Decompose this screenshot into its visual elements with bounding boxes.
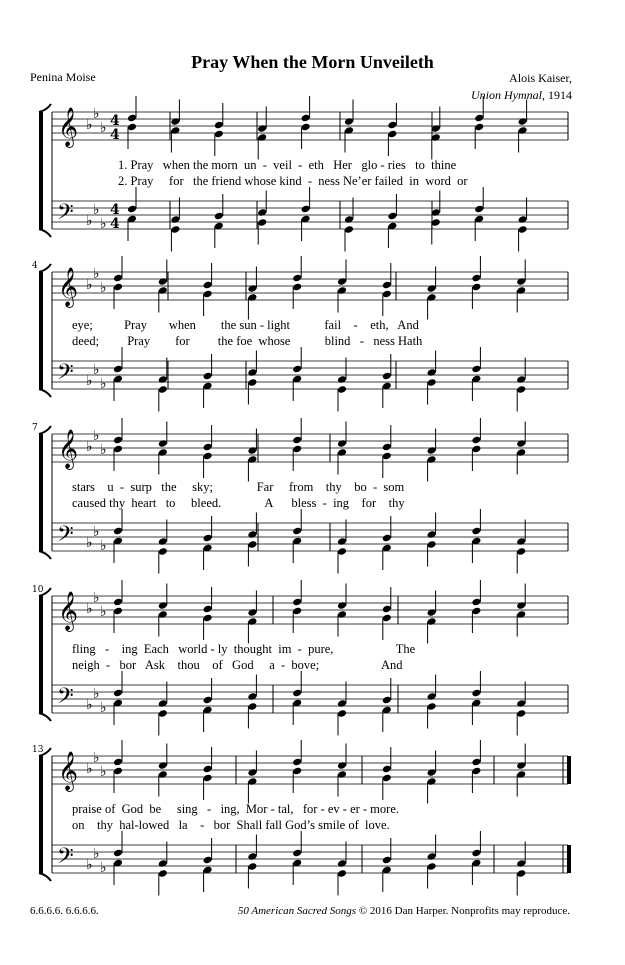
meter-text: 6.6.6.6. 6.6.6.6. — [30, 905, 99, 917]
final-barline — [567, 845, 571, 873]
lyric-s1-v2: 2. Pray for the friend whose kind - ness Ne’er failed in word or — [118, 174, 468, 188]
system-bracket — [39, 596, 43, 713]
flat-icon: ♭ — [100, 604, 107, 620]
treble-clef-icon: 𝄞 — [58, 429, 79, 469]
bass-clef-icon: 𝄢 — [57, 522, 74, 552]
flat-icon: ♭ — [86, 761, 93, 777]
flat-icon: ♭ — [100, 120, 107, 136]
source-title: Union Hymnal — [471, 88, 542, 102]
lyric-s3-v2: caused thy heart to bleed. A bless - ing for thy — [72, 496, 405, 510]
flat-icon: ♭ — [86, 373, 93, 389]
system-bracket — [39, 112, 43, 229]
flat-icon: ♭ — [100, 442, 107, 458]
flat-icon: ♭ — [93, 750, 100, 766]
bracket-bottom — [39, 551, 51, 559]
flat-icon: ♭ — [93, 846, 100, 862]
flat-icon: ♭ — [93, 590, 100, 606]
flat-icon: ♭ — [86, 213, 93, 229]
credit-book: 50 American Sacred Songs — [237, 905, 357, 917]
flat-icon: ♭ — [93, 106, 100, 122]
bracket-top — [39, 104, 51, 112]
bass-clef-icon: 𝄢 — [57, 200, 74, 230]
flat-icon: ♭ — [93, 524, 100, 540]
lyric-s5-v2: on thy hal-lowed la - bor Shall fall God’s smile of love. — [72, 818, 390, 832]
treble-clef-icon: 𝄞 — [58, 107, 79, 147]
flat-icon: ♭ — [100, 700, 107, 716]
flat-icon: ♭ — [86, 535, 93, 551]
source-year: , 1914 — [542, 88, 572, 102]
treble-clef-icon: 𝄞 — [58, 267, 79, 307]
flat-icon: ♭ — [86, 117, 93, 133]
flat-icon: ♭ — [86, 439, 93, 455]
bass-clef-icon: 𝄢 — [57, 844, 74, 874]
bracket-bottom — [39, 713, 51, 721]
measure-number: 10 — [32, 585, 44, 595]
treble-clef-icon: 𝄞 — [58, 751, 79, 791]
credit-text: © 2016 Dan Harper. Nonprofits may reproduce. — [356, 905, 570, 917]
system-bracket — [39, 272, 43, 389]
flat-icon: ♭ — [100, 280, 107, 296]
lyric-s1-v1: 1. Pray when the morn un - veil - eth Her glo - ries to thine — [118, 158, 457, 172]
system-bracket — [39, 756, 43, 873]
lyric-s2-v1: eye; Pray when the sun - light fail - eth, And — [72, 318, 419, 332]
bracket-bottom — [39, 229, 51, 237]
time-sig-top: 4 — [110, 202, 120, 218]
bass-clef-icon: 𝄢 — [57, 360, 74, 390]
treble-clef-icon: 𝄞 — [58, 591, 79, 631]
flat-icon: ♭ — [93, 202, 100, 218]
measure-number: 7 — [32, 423, 38, 433]
flat-icon: ♭ — [100, 538, 107, 554]
flat-icon: ♭ — [86, 277, 93, 293]
lyric-s5-v1: praise of God be sing - ing, Mor - tal, for - ev - er - more. — [72, 802, 399, 816]
bracket-top — [39, 264, 51, 272]
bracket-top — [39, 426, 51, 434]
bracket-bottom — [39, 389, 51, 397]
composer-name: Alois Kaiser, — [509, 71, 572, 85]
flat-icon: ♭ — [93, 266, 100, 282]
lyric-s3-v1: stars u - surp the sky; Far from thy bo - som — [72, 480, 405, 494]
lyric-s4-v1: fling - ing Each world - ly thought im - pure, The — [72, 642, 416, 656]
flat-icon: ♭ — [86, 601, 93, 617]
bracket-bottom — [39, 873, 51, 881]
final-barline — [567, 756, 571, 784]
lyric-s4-v2: neigh - bor Ask thou of God a - bove; And — [72, 658, 403, 672]
lyric-s2-v2: deed; Pray for the foe whose blind - ness Hath — [72, 334, 423, 348]
time-sig-bottom: 4 — [110, 216, 120, 232]
flat-icon: ♭ — [93, 686, 100, 702]
hymn-title: Pray When the Morn Unveileth — [191, 52, 434, 72]
flat-icon: ♭ — [93, 428, 100, 444]
flat-icon: ♭ — [100, 860, 107, 876]
measure-number: 13 — [32, 745, 44, 755]
flat-icon: ♭ — [93, 362, 100, 378]
poet-credit: Penina Moise — [30, 70, 96, 84]
flat-icon: ♭ — [86, 697, 93, 713]
flat-icon: ♭ — [100, 764, 107, 780]
time-sig-top: 4 — [110, 113, 120, 129]
flat-icon: ♭ — [100, 376, 107, 392]
flat-icon: ♭ — [100, 216, 107, 232]
measure-number: 4 — [32, 261, 38, 271]
flat-icon: ♭ — [86, 857, 93, 873]
copyright-credit — [238, 905, 570, 917]
system-bracket — [39, 434, 43, 551]
bass-clef-icon: 𝄢 — [57, 684, 74, 714]
time-sig-bottom: 4 — [110, 127, 120, 143]
